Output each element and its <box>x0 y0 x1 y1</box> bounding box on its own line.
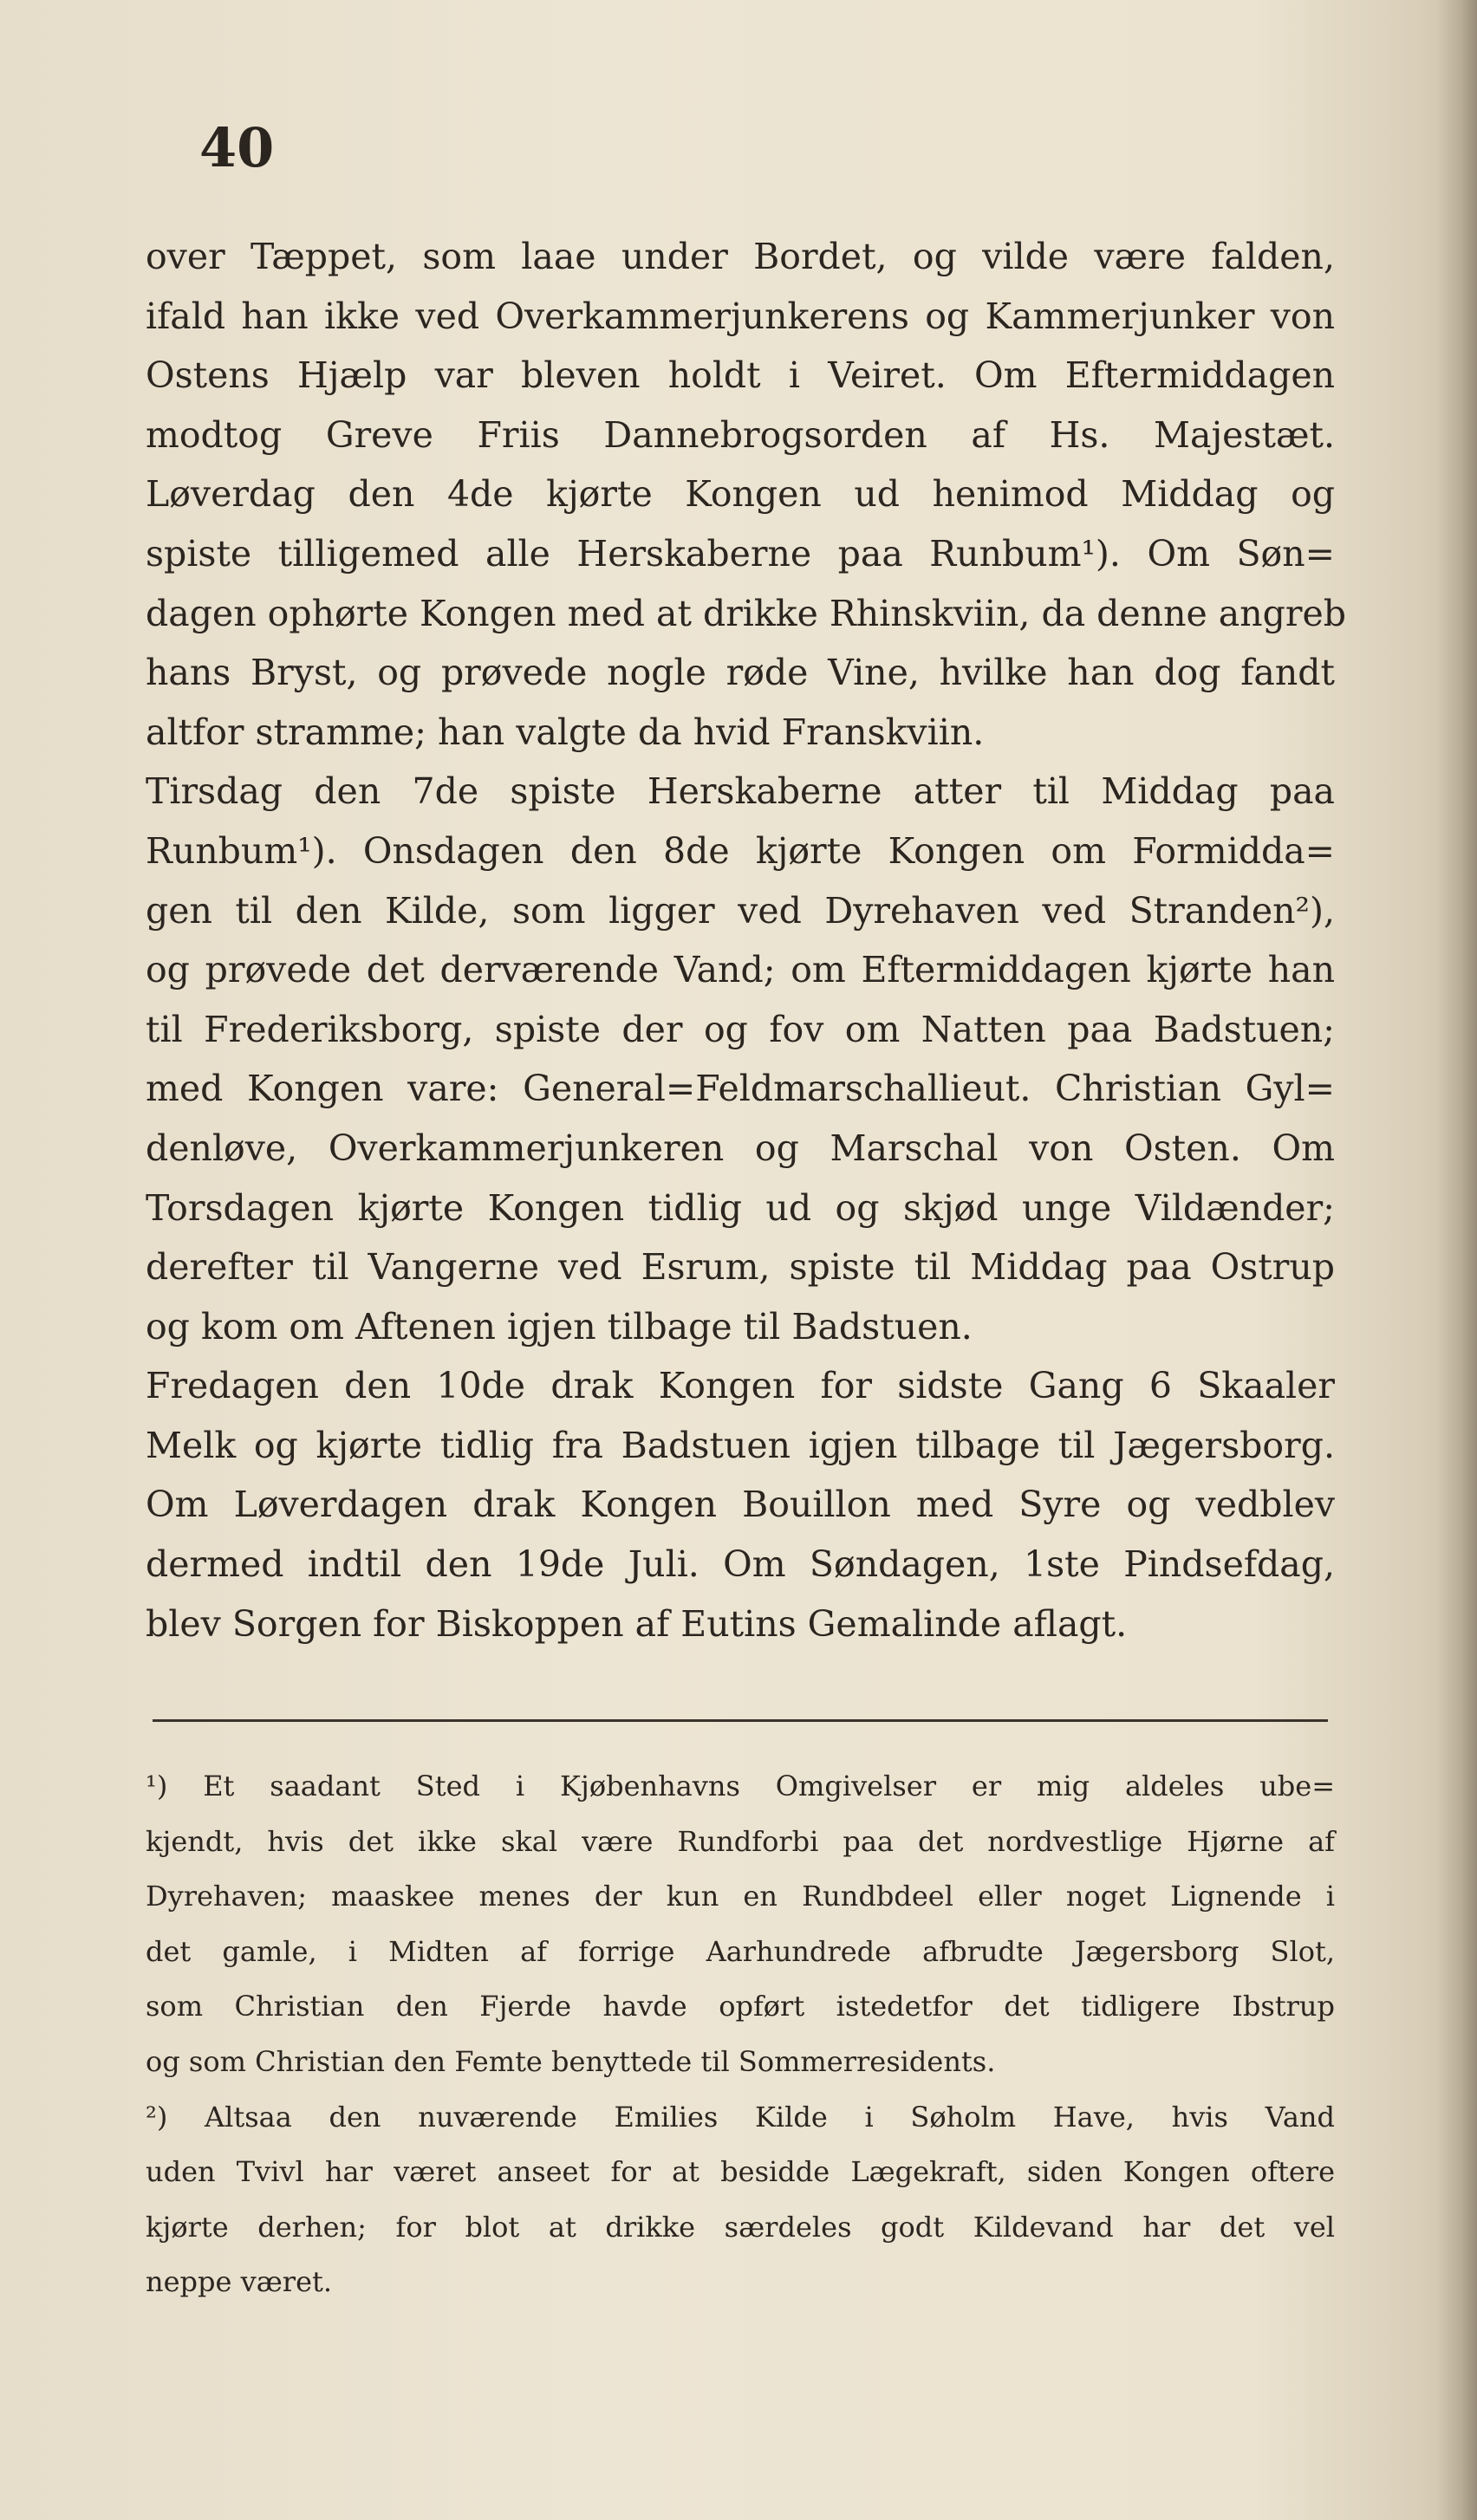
footnote-line: uden Tvivl har været anseet for at besidde Lægekraft, siden Kongen oftere <box>146 2155 1335 2189</box>
text-line: Runbum¹). Onsdagen den 8de kjørte Kongen om Formidda= <box>146 829 1335 872</box>
text-line: gen til den Kilde, som ligger ved Dyrehaven ved Stranden²), <box>146 889 1335 932</box>
text-line: Fredagen den 10de drak Kongen for sidste Gang 6 Skaaler <box>146 1365 1335 1407</box>
text-line: Torsdagen kjørte Kongen tidlig ud og skjød unge Vildænder; <box>146 1186 1335 1229</box>
text-line: hans Bryst, og prøvede nogle røde Vine, hvilke han dog fandt <box>146 652 1335 694</box>
text-line: over Tæppet, som laae under Bordet, og vilde være falden, <box>146 236 1335 277</box>
text-line: denløve, Overkammerjunkeren og Marschal von Osten. Om <box>146 1127 1335 1169</box>
body-text <box>146 227 1346 1653</box>
page-edge-shadow <box>1437 0 1477 2520</box>
footnote-line: ¹) Et saadant Sted i Kjøbenhavns Omgivelser er mig aldeles ube= <box>146 1770 1335 1802</box>
text-line: og kom om Aftenen igjen tilbage til Badstuen. <box>146 1305 973 1348</box>
text-line: Om Løverdagen drak Kongen Bouillon med Syre og vedblev <box>146 1484 1335 1526</box>
text-line: spiste tilligemed alle Herskaberne paa Runbum¹). Om Søn= <box>146 532 1335 575</box>
footnote-line: som Christian den Fjerde havde opført istedetfor det tidligere Ibstrup <box>146 1990 1335 2023</box>
footnote-rule <box>153 1719 1328 1722</box>
footnotes <box>146 1759 1335 2310</box>
footnote-line: og som Christian den Femte benyttede til Sommerresidents. <box>146 2044 996 2078</box>
text-line: ifald han ikke ved Overkammerjunkerens og Kammerjunker von <box>146 295 1335 337</box>
text-line: modtog Greve Friis Dannebrogsorden af Hs. Majestæt. <box>146 413 1335 456</box>
footnote-line: kjendt, hvis det ikke skal være Rundforbi paa det nordvestlige Hjørne af <box>146 1824 1335 1858</box>
text-line: derefter til Vangerne ved Esrum, spiste til Middag paa Ostrup <box>146 1246 1335 1289</box>
text-line: med Kongen vare: General=Feldmarschallieut. Christian Gyl= <box>146 1068 1335 1110</box>
footnote-line: neppe været. <box>146 2265 333 2299</box>
footnote-line: Dyrehaven; maaskee menes der kun en Rundbdeel eller noget Lignende i <box>146 1880 1335 1913</box>
text-line: dermed indtil den 19de Juli. Om Søndagen, 1ste Pindsefdag, <box>146 1543 1335 1586</box>
text-line: Ostens Hjælp var bleven holdt i Veiret. Om Eftermiddagen <box>146 354 1335 397</box>
text-line: dagen ophørte Kongen med at drikke Rhinskviin, da denne angreb <box>146 592 1346 634</box>
text-line: til Frederiksborg, spiste der og fov om Natten paa Badstuen; <box>146 1008 1335 1050</box>
text-line: Melk og kjørte tidlig fra Badstuen igjen tilbage til Jægersborg. <box>146 1424 1335 1466</box>
text-line: og prøvede det derværende Vand; om Eftermiddagen kjørte han <box>146 949 1335 991</box>
footnote-line: ²) Altsaa den nuværende Emilies Kilde i Søholm Have, hvis Vand <box>146 2100 1335 2134</box>
text-line: Løverdag den 4de kjørte Kongen ud henimod Middag og <box>146 473 1335 516</box>
page-number: 40 <box>199 116 275 179</box>
footnote-line: det gamle, i Midten af forrige Aarhundrede afbrudte Jægersborg Slot, <box>146 1934 1335 1968</box>
text-line: Tirsdag den 7de spiste Herskaberne atter til Middag paa <box>146 770 1335 813</box>
footnote-line: kjørte derhen; for blot at drikke særdeles godt Kildevand har det vel <box>146 2210 1335 2244</box>
text-line: altfor stramme; han valgte da hvid Franskviin. <box>146 711 985 753</box>
text-line: blev Sorgen for Biskoppen af Eutins Gemalinde aflagt. <box>146 1602 1128 1645</box>
